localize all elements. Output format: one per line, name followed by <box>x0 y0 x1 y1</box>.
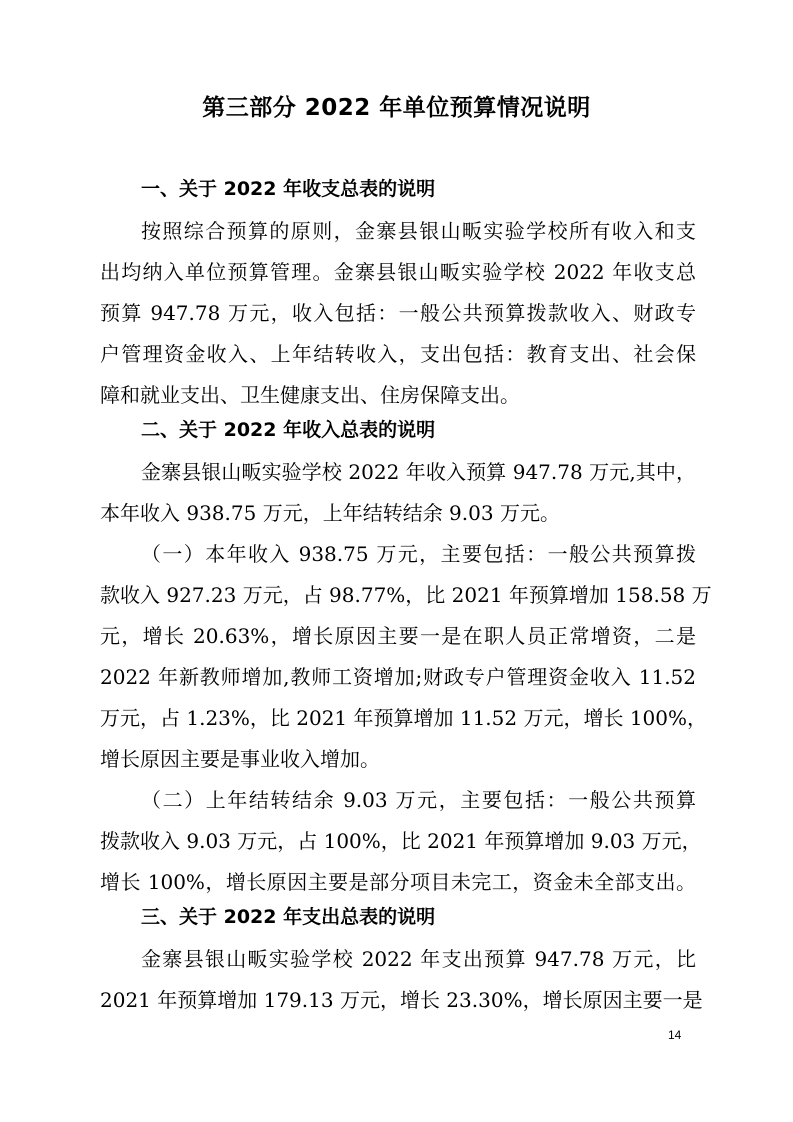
paragraph-line: 拨款收入 9.03 万元，占 100%，比 2021 年预算增加 9.03 万元， <box>100 829 702 853</box>
paragraph-line: 金寨县银山畈实验学校 2022 年支出预算 947.78 万元，比 <box>141 947 696 971</box>
section-heading-1: 一、关于 2022 年收支总表的说明 <box>141 178 436 200</box>
section-heading-2: 二、关于 2022 年收入总表的说明 <box>141 419 436 441</box>
paragraph-line: 2022 年新教师增加,教师工资增加;财政专户管理资金收入 11.52 <box>100 665 696 689</box>
page-title: 第三部分 2022 年单位预算情况说明 <box>202 95 591 121</box>
paragraph-line: 按照综合预算的原则，金寨县银山畈实验学校所有收入和支 <box>141 219 696 243</box>
paragraph-line: 款收入 927.23 万元，占 98.77%，比 2021 年预算增加 158.58 万 <box>100 583 712 607</box>
page-number: 14 <box>668 1028 682 1042</box>
paragraph-line: 金寨县银山畈实验学校 2022 年收入预算 947.78 万元,其中， <box>141 460 696 484</box>
paragraph-line: 障和就业支出、卫生健康支出、住房保障支出。 <box>100 383 520 407</box>
paragraph-line: 本年收入 938.75 万元，上年结转结余 9.03 万元。 <box>100 501 560 525</box>
paragraph-line: （一）本年收入 938.75 万元，主要包括：一般公共预算拨 <box>141 542 696 566</box>
paragraph-line: 2021 年预算增加 179.13 万元，增长 23.30%，增长原因主要一是 <box>100 988 703 1012</box>
paragraph-line: 出均纳入单位预算管理。金寨县银山畈实验学校 2022 年收支总 <box>100 260 696 284</box>
paragraph-line: 元，增长 20.63%，增长原因主要一是在职人员正常增资，二是 <box>100 624 696 648</box>
paragraph-line: 预算 947.78 万元，收入包括：一般公共预算拨款收入、财政专 <box>100 301 696 325</box>
paragraph-line: （二）上年结转结余 9.03 万元，主要包括：一般公共预算 <box>141 788 696 812</box>
paragraph-line: 万元，占 1.23%，比 2021 年预算增加 11.52 万元，增长 100%， <box>100 706 708 730</box>
paragraph-line: 户管理资金收入、上年结转收入，支出包括：教育支出、社会保 <box>100 342 696 366</box>
paragraph-line: 增长 100%，增长原因主要是部分项目未完工，资金未全部支出。 <box>100 870 696 894</box>
section-heading-3: 三、关于 2022 年支出总表的说明 <box>141 906 436 928</box>
paragraph-line: 增长原因主要是事业收入增加。 <box>100 747 380 771</box>
